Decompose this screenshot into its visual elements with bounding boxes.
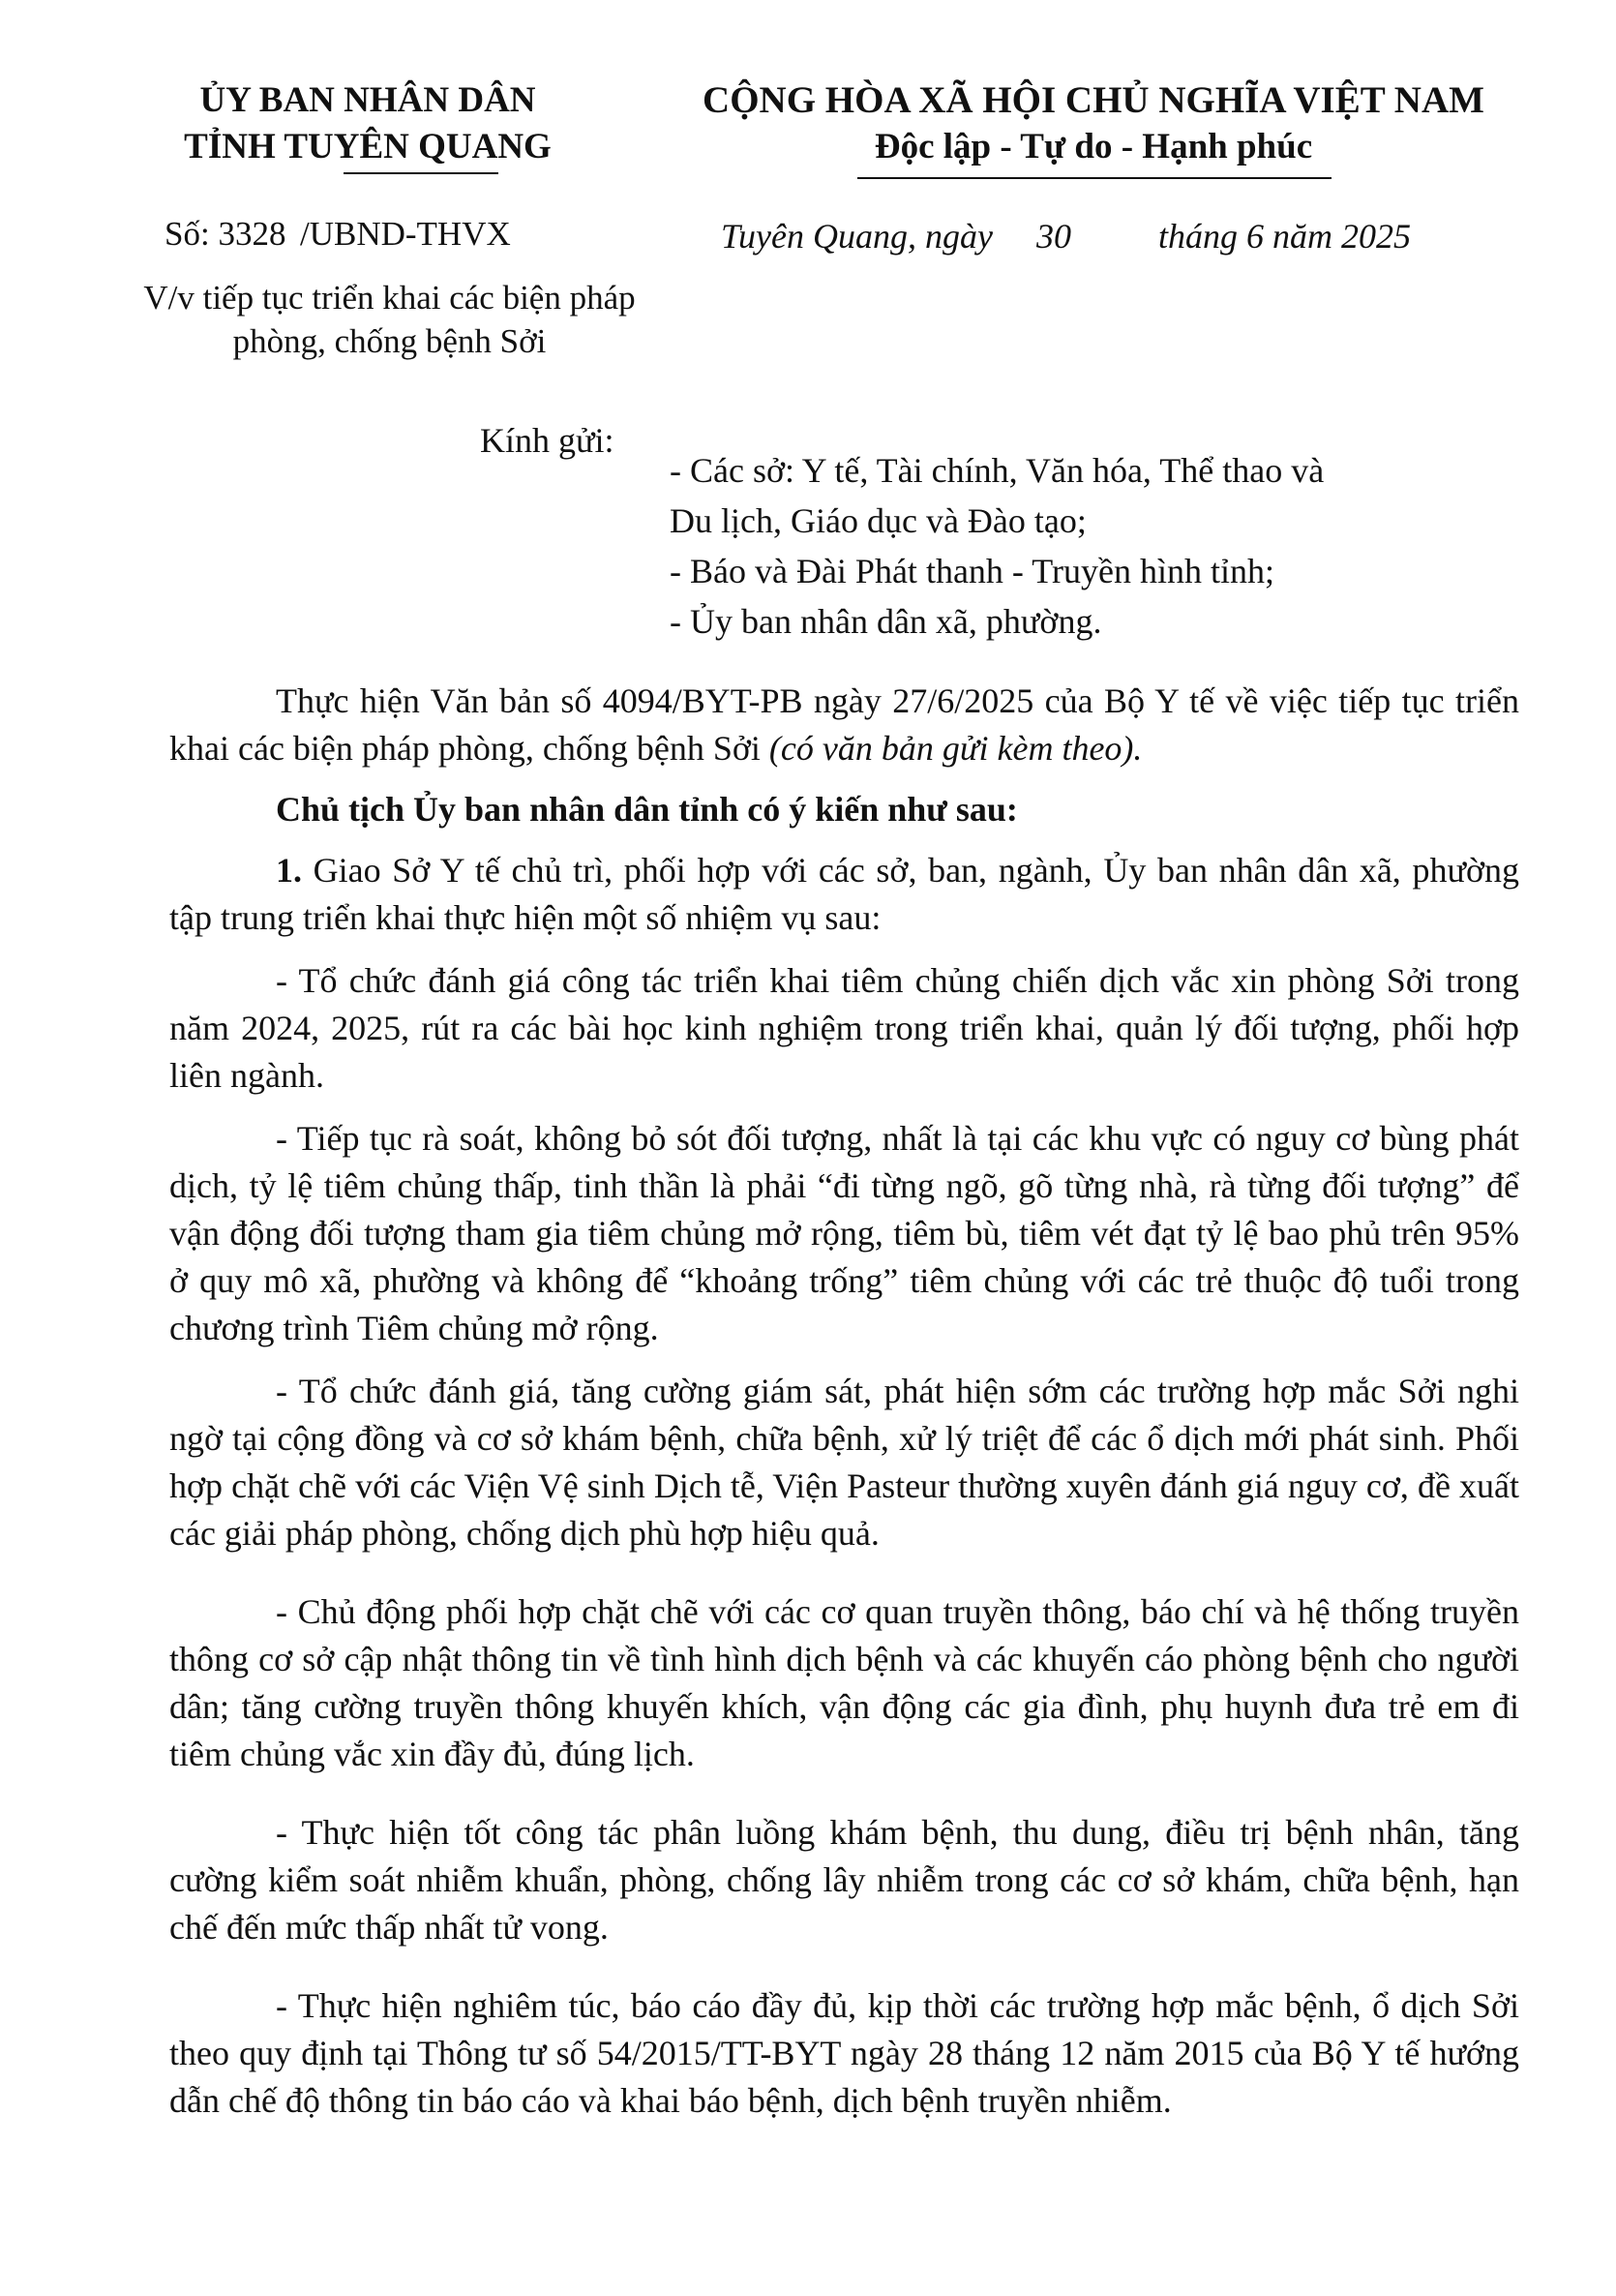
national-motto: Độc lập - Tự do - Hạnh phúc [874,127,1313,166]
item-1-paragraph [169,847,1519,942]
recipients-label: Kính gửi: [480,421,614,460]
motto-underline [857,177,1332,179]
recipient-item: Du lịch, Giáo dục và Đào tạo; [670,501,1087,540]
issuer-line-1: ỦY BAN NHÂN DÂN [199,80,536,120]
intro-paragraph [169,678,1519,772]
document-number-prefix: Số: 3328 [165,215,286,253]
item-1-number: 1. [276,851,302,890]
subject-line [116,276,663,363]
document-number [165,213,511,256]
task-paragraph: - Tổ chức đánh giá, tăng cường giám sát, phát hiện sớm các trường hợp mắc Sởi nghi ngờ tại cộng đồng và cơ sở khám bệnh, chữa bệnh, xử lý triệt để các ổ dịch mới phát sinh. Phối hợp chặt chẽ với các Viện Vệ sinh Dịch tễ, Viện Pasteur thường xuyên đánh giá nguy cơ, đề xuất các giải pháp phòng, chống dịch phù hợp hiệu quả. [169,1372,1519,1553]
recipients-list [670,445,1541,647]
national-title: CỘNG HÒA XÃ HỘI CHỦ NGHĨA VIỆT NAM [703,79,1484,121]
task-paragraph: - Tổ chức đánh giá công tác triển khai tiêm chủng chiến dịch vắc xin phòng Sởi trong năm 2024, 2025, rút ra các bài học kinh nghiệm trong triển khai, quản lý đối tượng, phối hợp liên ngành. [169,961,1519,1095]
date-line: Tuyên Quang, ngày 30 tháng 6 năm 2025 [721,217,1411,256]
task-paragraph: - Chủ động phối hợp chặt chẽ với các cơ quan truyền thông, báo chí và hệ thống truyền thông cơ sở cập nhật thông tin về tình hình dịch bệnh và các khuyến cáo phòng bệnh cho người dân; tăng cường truyền thông khuyến khích, vận động các gia đình, phụ huynh đưa trẻ em đi tiêm chủng vắc xin đầy đủ, đúng lịch. [169,1592,1519,1773]
national-header [658,77,1529,170]
task-paragraph: - Thực hiện nghiêm túc, báo cáo đầy đủ, kịp thời các trường hợp mắc bệnh, ổ dịch Sởi theo quy định tại Thông tư số 54/2015/TT-BYT ngày 28 tháng 12 năm 2015 của Bộ Y tế hướng dẫn chế độ thông tin báo cáo và khai báo bệnh, dịch bệnh truyền nhiễm. [169,1986,1519,2120]
recipient-item: - Ủy ban nhân dân xã, phường. [670,602,1102,641]
document-body [169,678,1519,2125]
task-paragraph: - Tiếp tục rà soát, không bỏ sót đối tượng, nhất là tại các khu vực có nguy cơ bùng phát dịch, tỷ lệ tiêm chủng thấp, tinh thần là phải “đi từng ngõ, gõ từng nhà, rà từng đối tượng” để vận động đối tượng tham gia tiêm chủng mở rộng, tiêm bù, tiêm vét đạt tỷ lệ bao phủ trên 95% ở quy mô xã, phường và không để “khoảng trống” tiêm chủng với các trẻ thuộc độ tuổi trong chương trình Tiêm chủng mở rộng. [169,1119,1519,1347]
directive-heading: Chủ tịch Ủy ban nhân dân tỉnh có ý kiến như sau: [276,790,1018,829]
subject-line-1: V/v tiếp tục triển khai các biện pháp [143,279,636,317]
issuer-header [145,77,590,170]
subject-line-2: phòng, chống bệnh Sởi [232,322,547,360]
item-1-text: Giao Sở Y tế chủ trì, phối hợp với các sở, ban, ngành, Ủy ban nhân dân xã, phường tập trung triển khai thực hiện một số nhiệm vụ sau: [169,851,1519,937]
intro-attachment-note: (có văn bản gửi kèm theo). [768,729,1143,768]
intro-text: Thực hiện Văn bản số 4094/BYT-PB ngày 27/6/2025 của Bộ Y tế về việc tiếp tục triển khai các biện pháp phòng, chống bệnh Sởi [169,681,1519,768]
document-number-suffix: /UBND-THVX [300,215,511,253]
recipient-item: - Các sở: Y tế, Tài chính, Văn hóa, Thể thao và [670,451,1325,490]
issuer-line-2: TỈNH TUYÊN QUANG [184,127,552,166]
recipient-item: - Báo và Đài Phát thanh - Truyền hình tỉnh; [670,552,1274,590]
task-paragraph: - Thực hiện tốt công tác phân luồng khám bệnh, thu dung, điều trị bệnh nhân, tăng cường kiểm soát nhiễm khuẩn, phòng, chống lây nhiễm trong các cơ sở khám, chữa bệnh, hạn chế đến mức thấp nhất tử vong. [169,1813,1519,1947]
issuer-underline [344,172,498,174]
